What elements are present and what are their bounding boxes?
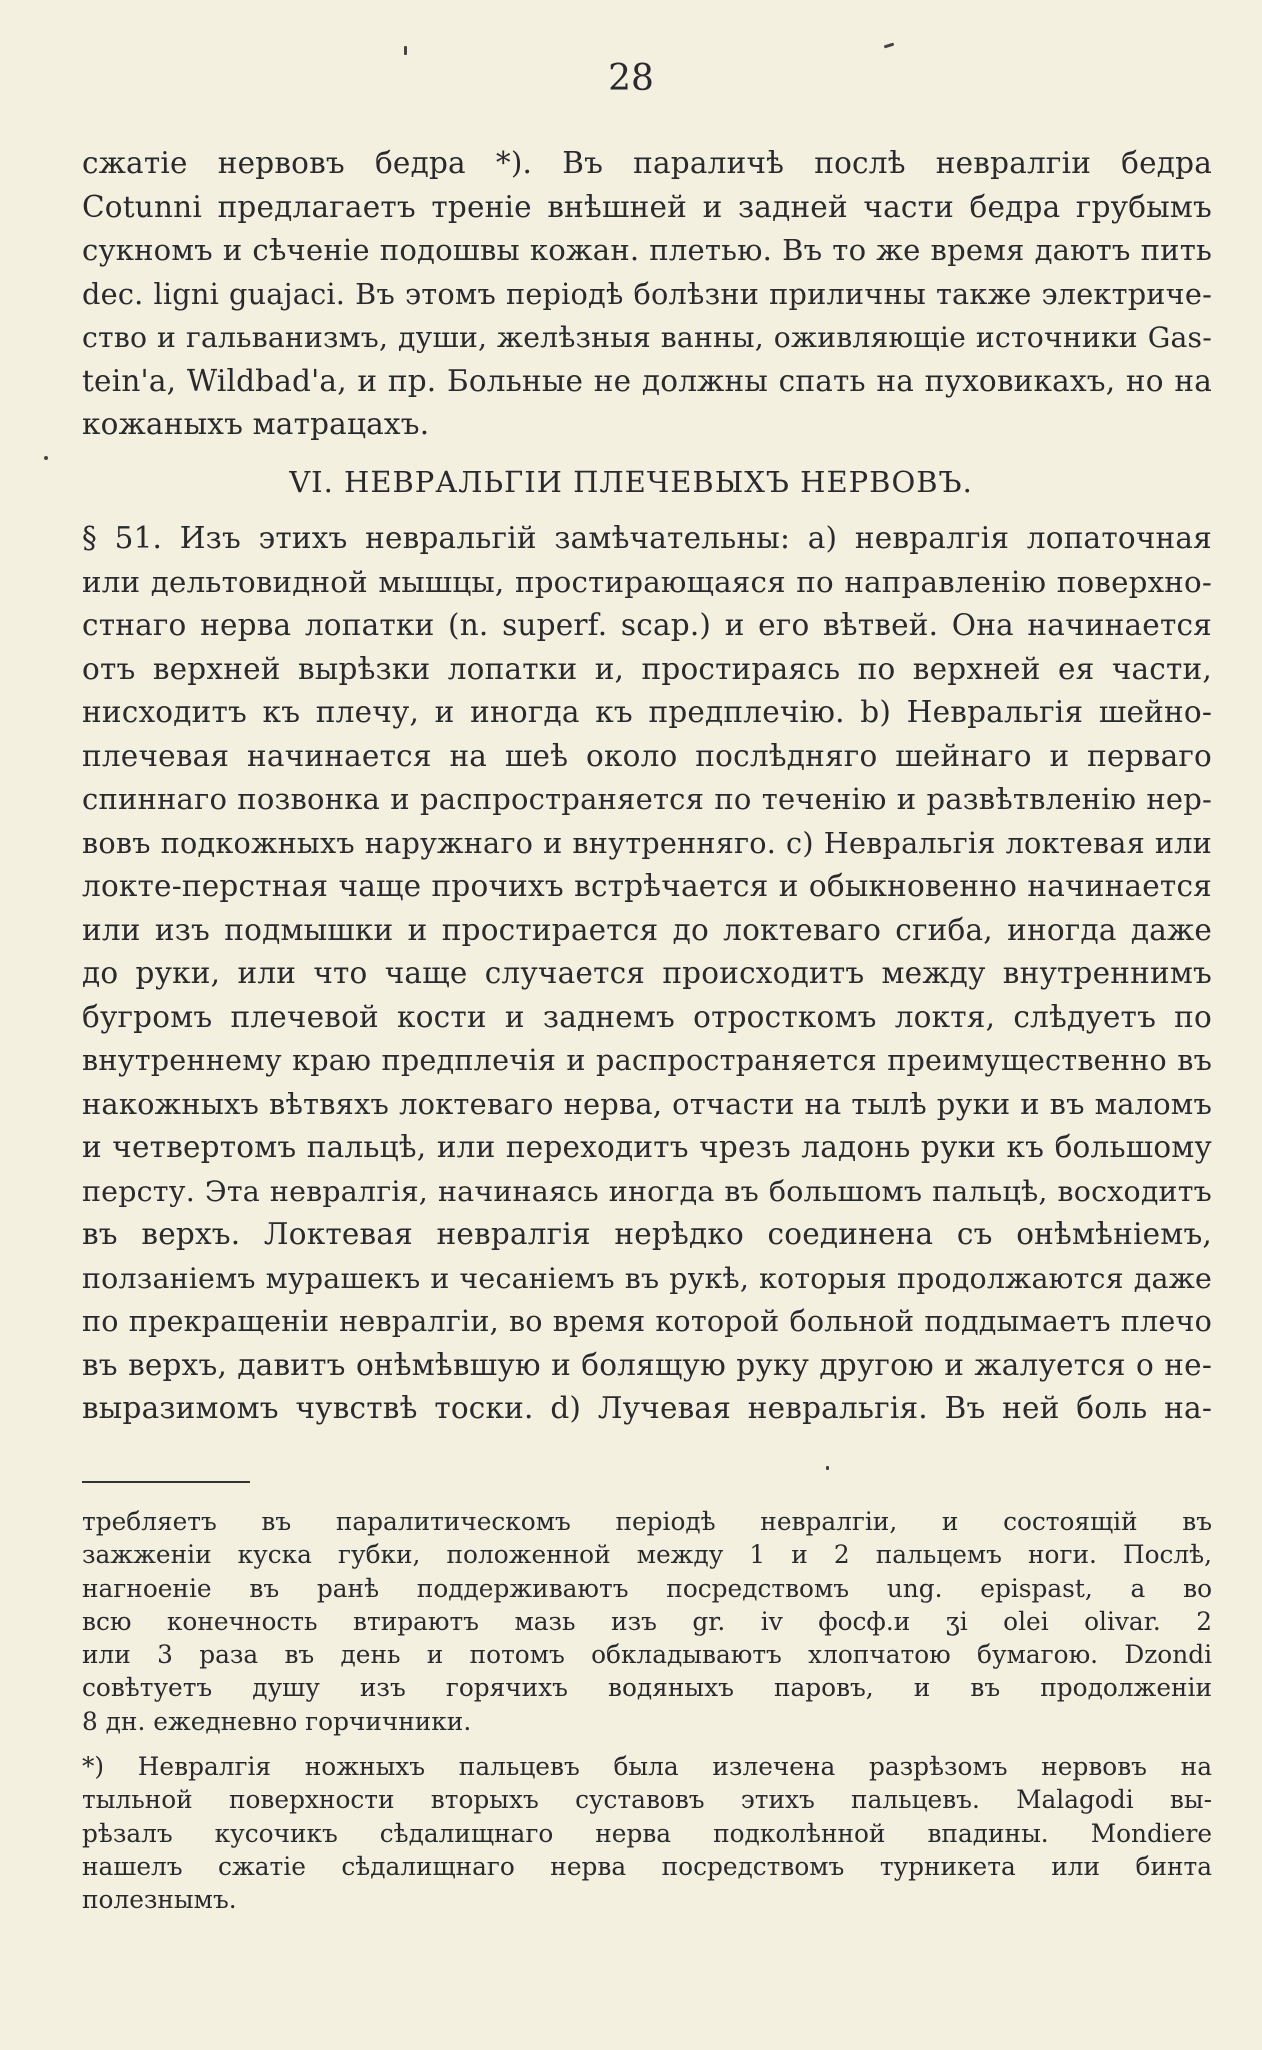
text-line: до руки, или что чаще случается происходитъ между внутреннимъ <box>82 956 1212 990</box>
text-line: накожныхъ вѣтвяхъ локтеваго нерва, отчасти на тылѣ руки и въ маломъ <box>82 1086 1212 1121</box>
text-line: ство и гальванизмъ, души, желѣзныя ванны, оживляющіе источники Gas- <box>82 321 1212 354</box>
text-line: ползаніемъ мурашекъ и чесаніемъ въ рукѣ, которыя продолжаются даже <box>82 1261 1212 1295</box>
footnote-line: требляетъ въ паралитическомъ періодѣ невралгіи, и состоящій въ <box>82 1507 1212 1536</box>
text-line: вовъ подкожныхъ наружнаго и внутренняго. c) Невральгія локтевая или <box>82 825 1212 860</box>
page-number: 28 <box>608 58 654 99</box>
text-line: спиннаго позвонка и распространяется по теченію и развѣтвленію нер- <box>82 782 1212 816</box>
footnote-line: полезнымъ. <box>82 1885 237 1915</box>
text-line: сжатіе нервовъ бедра *). Въ параличѣ послѣ невралгіи бедра <box>82 146 1212 180</box>
text-line: § 51. Изъ этихъ невральгій замѣчательны: а) невралгія лопаточная <box>82 521 1212 555</box>
text-line: бугромъ плечевой кости и заднемъ отросткомъ локтя, слѣдуетъ по <box>82 999 1212 1034</box>
ink-speck <box>44 456 48 460</box>
text-line: выразимомъ чувствѣ тоски. d) Лучевая невральгія. Въ ней боль на- <box>82 1391 1212 1425</box>
text-line: сукномъ и сѣченіе подошвы кожан. плетью. Въ то же время даютъ пить <box>82 233 1212 267</box>
intro-paragraph <box>82 142 1212 447</box>
footnote-line: или 3 раза въ день и потомъ обкладываютъ хлопчатою бумагою. Dzondi <box>82 1640 1212 1670</box>
text-line: Cotunni предлагаетъ треніе внѣшней и задней части бедра грубымъ <box>82 189 1212 224</box>
footnotes <box>82 1505 1212 1917</box>
footnote-line: нагноеніе въ ранѣ поддерживаютъ посредствомъ ung. epispast, а во <box>82 1573 1212 1603</box>
footnote-line: тыльной поверхности вторыхъ суставовъ этихъ пальцевъ. Malagodi вы- <box>82 1785 1212 1815</box>
text-line: локте-перстная чаще прочихъ встрѣчается и обыкновенно начинается <box>82 869 1212 903</box>
text-line: персту. Эта невралгія, начинаясь иногда въ большомъ пальцѣ, восходитъ <box>82 1174 1212 1208</box>
section-51-paragraph <box>82 517 1212 1431</box>
footnote-line: нашелъ сжатіе сѣдалищнаго нерва посредствомъ турникета или бинта <box>82 1851 1212 1881</box>
ink-speck <box>826 1466 829 1470</box>
footnote-star <box>82 1750 1212 1916</box>
text-line: плечевая начинается на шеѣ около послѣдняго шейнаго и перваго <box>82 738 1212 773</box>
text-line: въ верхъ, давитъ онѣмѣвшую и болящую руку другою и жалуется о не- <box>82 1347 1212 1382</box>
ink-speck <box>884 43 894 49</box>
text-line: нисходитъ къ плечу, и иногда къ предплечію. b) Невральгія шейно- <box>82 695 1212 729</box>
footnote-continued <box>82 1505 1212 1738</box>
footnote-line: рѣзалъ кусочикъ сѣдалищнаго нерва подколѣнной впадины. Mondiere <box>82 1818 1212 1848</box>
text-line: въ верхъ. Локтевая невралгія нерѣдко соединена съ онѣмѣніемъ, <box>82 1217 1212 1251</box>
text-line: или дельтовидной мышцы, простирающаяся по направленію поверхно- <box>82 564 1212 599</box>
text-line: или изъ подмышки и простирается до локтеваго сгиба, иногда даже <box>82 912 1212 947</box>
text-line: tein'а, Wildbad'а, и пр. Больные не должны спать на пуховикахъ, но на <box>82 363 1212 398</box>
text-line: стнаго нерва лопатки (n. superf. scap.) и его вѣтвей. Она начинается <box>82 608 1212 642</box>
footnote-line: всю конечность втираютъ мазь изъ gr. iv фосф.и ʒi olei olivar. 2 <box>82 1606 1212 1636</box>
footnote-line: *) Невралгія ножныхъ пальцевъ была излечена разрѣзомъ нервовъ на <box>82 1752 1212 1782</box>
text-line: и четвертомъ пальцѣ, или переходитъ чрезъ ладонь руки къ большому <box>82 1130 1212 1164</box>
section-heading: VI. НЕВРАЛЬГІИ ПЛЕЧЕВЫХЪ НЕРВОВЪ. <box>289 465 973 499</box>
footnote-divider <box>82 1481 250 1483</box>
footnote-line: зажженіи куска губки, положенной между 1 и 2 пальцемъ ноги. Послѣ, <box>82 1540 1212 1570</box>
text-line: отъ верхней вырѣзки лопатки и, простираясь по верхней ея части, <box>82 651 1212 686</box>
text-line: кожаныхъ матрацахъ. <box>82 407 430 441</box>
text-line: внутреннему краю предплечія и распространяется преимущественно въ <box>82 1043 1212 1077</box>
text-line: по прекращеніи невралгіи, во время которой больной поддымаетъ плечо <box>82 1304 1212 1338</box>
ink-speck <box>404 46 407 55</box>
footnote-spacer <box>82 1738 1212 1750</box>
footnote-line: 8 дн. ежедневно горчичники. <box>82 1706 472 1736</box>
text-line: dec. ligni guajaci. Въ этомъ періодѣ болѣзни приличны также электриче- <box>82 276 1212 311</box>
footnote-line: совѣтуетъ душу изъ горячихъ водяныхъ паровъ, и въ продолженіи <box>82 1673 1212 1703</box>
